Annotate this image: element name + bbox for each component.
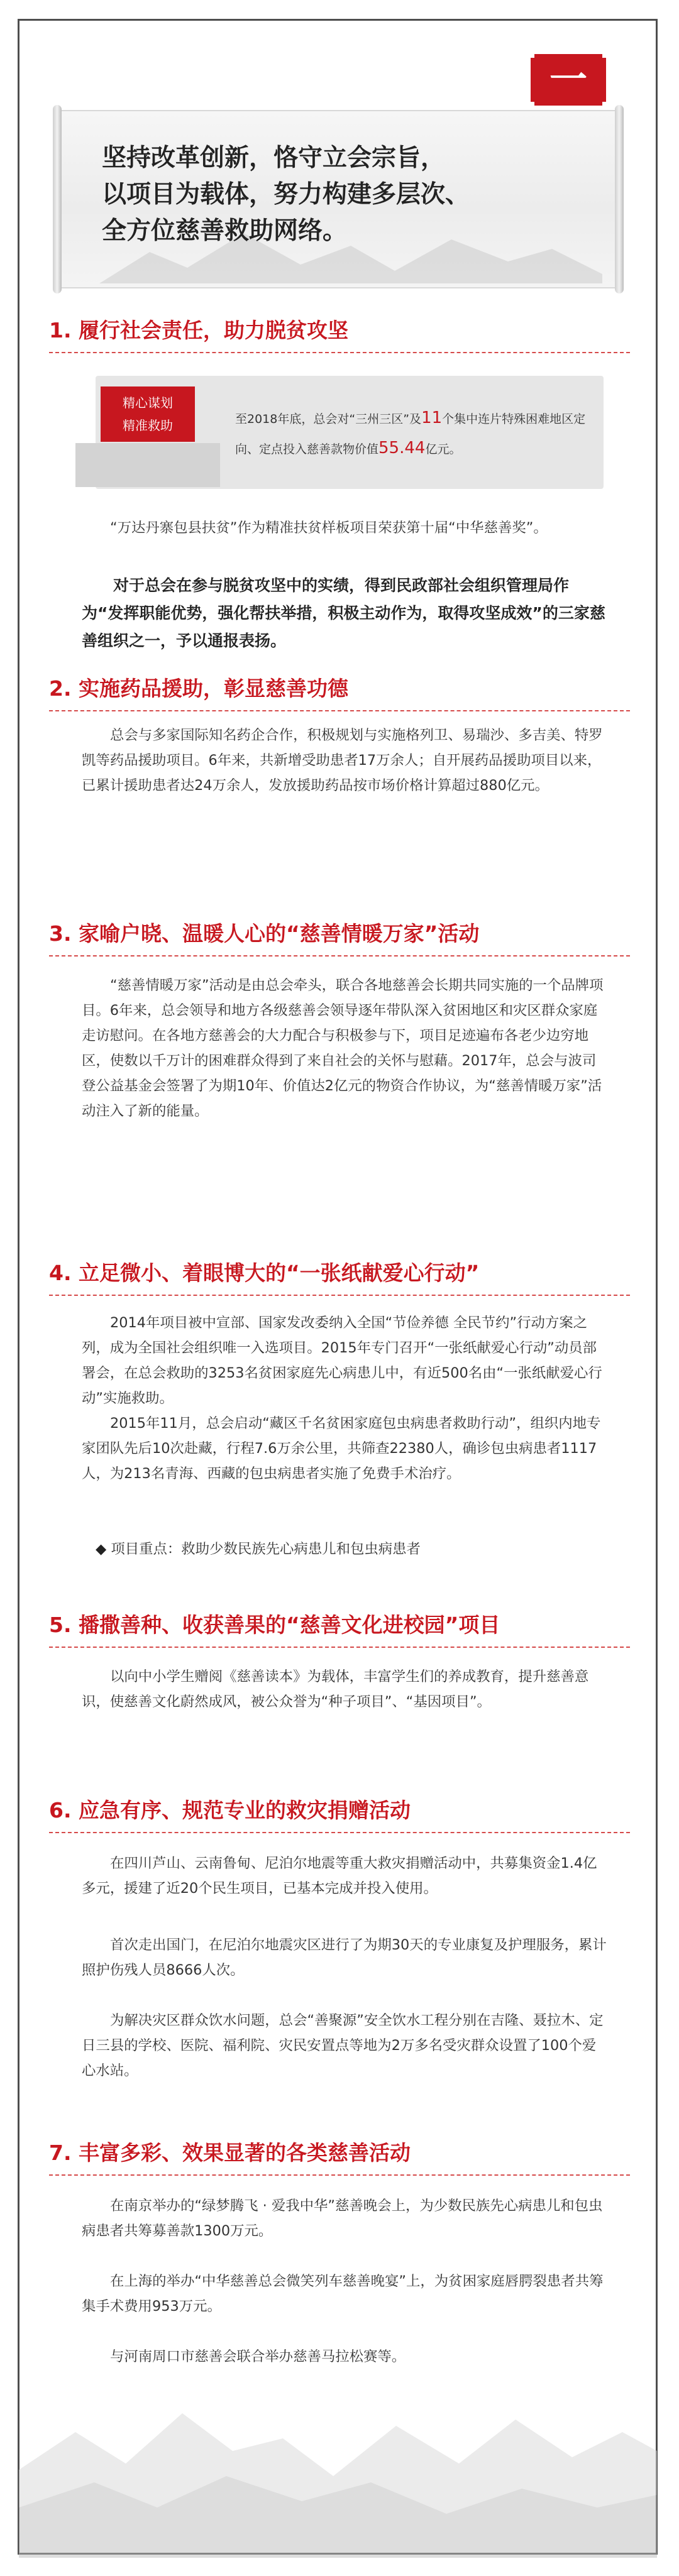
section-7-paragraph: 与河南周口市慈善会联合举办慈善马拉松赛等。 xyxy=(110,2349,406,2365)
section-divider xyxy=(49,1295,630,1296)
stamp-line-1: 精心谋划 xyxy=(123,395,173,410)
section-divider xyxy=(49,955,630,956)
stamp-line-2: 精准救助 xyxy=(123,418,173,433)
section-1-paragraph: “万达丹寨包县扶贫”作为精准扶贫样板项目荣获第十届“中华慈善奖”。 xyxy=(110,520,548,536)
highlight-text-part: 亿元。 xyxy=(425,442,461,456)
section-2-paragraph: 总会与多家国际知名药企合作，积极规划与实施格列卫、易瑞沙、多吉美、特罗凯等药品援助项目。6年来，共新增受助患者17万余人；自开展药品援助项目以来，已累计援助患者达24万余人，发放援助药品按市场价格计算超过880亿元。 xyxy=(82,727,603,794)
section-3-title: 3. 家喻户晓、温暖人心的“慈善情暖万家”活动 xyxy=(49,921,480,946)
section-divider xyxy=(49,710,630,711)
landscape-ink-decoration xyxy=(19,2344,657,2558)
highlight-number: 11 xyxy=(421,408,443,427)
stamp-shadow-bar xyxy=(75,443,220,487)
highlight-text-part: 及 xyxy=(409,412,422,426)
chapter-number: 一 xyxy=(549,58,587,102)
section-divider xyxy=(49,1647,630,1648)
section-5-paragraph: 以向中小学生赠阅《慈善读本》为载体，丰富学生们的养成教育，提升慈善意识，使慈善文化蔚然成风，被公众誉为“种子项目”、“基因项目”。 xyxy=(82,1669,589,1710)
section-7-paragraph: 在上海的举办“中华慈善总会微笑列车慈善晚宴”上，为贫困家庭唇腭裂患者共筹集手术费用953万元。 xyxy=(82,2273,604,2315)
section-divider xyxy=(49,2174,630,2176)
section-4-bullet-item xyxy=(96,1537,622,1562)
section-6-paragraph: 在四川芦山、云南鲁甸、尼泊尔地震等重大救灾捐赠活动中，共募集资金1.4亿多元，援建了近20个民生项目，已基本完成并投入使用。 xyxy=(82,1855,597,1897)
scroll-roll-left xyxy=(53,105,62,293)
corner-mark xyxy=(602,50,610,58)
bullet-mark: ◆ xyxy=(96,1541,107,1557)
corner-mark xyxy=(527,102,534,109)
scroll-roll-right xyxy=(615,105,624,293)
section-5-title: 5. 播撒善种、收获善果的“慈善文化进校园”项目 xyxy=(49,1613,500,1637)
section-4-title: 4. 立足微小、着眼博大的“一张纸献爱心行动” xyxy=(49,1261,480,1285)
bullet-text: 项目重点：救助少数民族先心病患儿和包虫病患者 xyxy=(111,1541,421,1557)
section-2-title: 2. 实施药品援助，彰显慈善功德 xyxy=(49,676,348,701)
page-headline: 坚持改革创新，恪守立会宗旨， 以项目为载体，努力构建多层次、 全方位慈善救助网络。 xyxy=(102,143,470,245)
section-6-title: 6. 应急有序、规范专业的救灾捐赠活动 xyxy=(49,1798,411,1822)
section-divider xyxy=(49,1832,630,1833)
section-1-title: 1. 履行社会责任，助力脱贫攻坚 xyxy=(49,318,348,343)
highlight-text-part: 个集中连片特殊困难地区定向、定点投入慈善款物价值 xyxy=(235,412,586,456)
section-6-paragraph: 为解决灾区群众饮水问题，总会“善聚源”安全饮水工程分别在吉隆、聂拉木、定日三县的学校、医院、福利院、灾民安置点等地为2万多名受灾群众设置了100个爱心水站。 xyxy=(82,2012,604,2079)
section-4-paragraph: 2015年11月，总会启动“藏区千名贫困家庭包虫病患者救助行动”，组织内地专家团队先后10次赴藏，行程7.6万余公里，共筛查22380人，确诊包虫病患者1117人，为213名青海、西藏的包虫病患者实施了免费手术治疗。 xyxy=(82,1415,601,1482)
section-7-paragraph: 在南京举办的“绿梦腾飞 · 爱我中华”慈善晚会上，为少数民族先心病患儿和包虫病患者共筹募善款1300万元。 xyxy=(82,2198,603,2239)
section-3-paragraph: “慈善情暖万家”活动是由总会牵头，联合各地慈善会长期共同实施的一个品牌项目。6年来，总会领导和地方各级慈善会领导逐年带队深入贫困地区和灾区群众家庭走访慰问。在各地方慈善会的大力配合与积极参与下，项目足迹遍布各老少边穷地区，使数以千万计的困难群众得到了来自社会的关怀与慰藉。2017年，总会与波司登公益基金会签署了为期10年、价值达2亿元的物资合作协议，为“慈善情暖万家”活动注入了新的能量。 xyxy=(82,977,604,1119)
highlight-number: 55.44 xyxy=(378,439,426,458)
highlight-text-part: 至2018年底，总会对 xyxy=(235,412,350,426)
stamp-badge xyxy=(101,386,195,442)
chapter-number-badge xyxy=(531,54,606,106)
section-6-paragraph: 首次走出国门，在尼泊尔地震灾区进行了为期30天的专业康复及护理服务，累计照护伤残人员8666人次。 xyxy=(82,1937,607,1978)
section-1-commendation: 对于总会在参与脱贫攻坚中的实绩，得到民政部社会组织管理局作为“发挥职能优势，强化帮扶举措，积极主动作为，取得攻坚成效”的三家慈善组织之一，予以通报表扬。 xyxy=(82,576,605,650)
corner-mark xyxy=(602,102,610,109)
section-7-title: 7. 丰富多彩、效果显著的各类慈善活动 xyxy=(49,2140,411,2165)
corner-mark xyxy=(527,50,534,58)
section-divider xyxy=(49,352,630,353)
highlight-text xyxy=(235,403,606,464)
section-4-paragraph: 2014年项目被中宣部、国家发改委纳入全国“节俭养德 全民节约”行动方案之列，成为全国社会组织唯一入选项目。2015年专门召开“一张纸献爱心行动”动员部署会，在总会救助的3253名贫困家庭先心病患儿中，有近500名由“一张纸献爱心行动”实施救助。 xyxy=(82,1315,602,1406)
highlight-quote: “三州三区” xyxy=(349,412,410,426)
